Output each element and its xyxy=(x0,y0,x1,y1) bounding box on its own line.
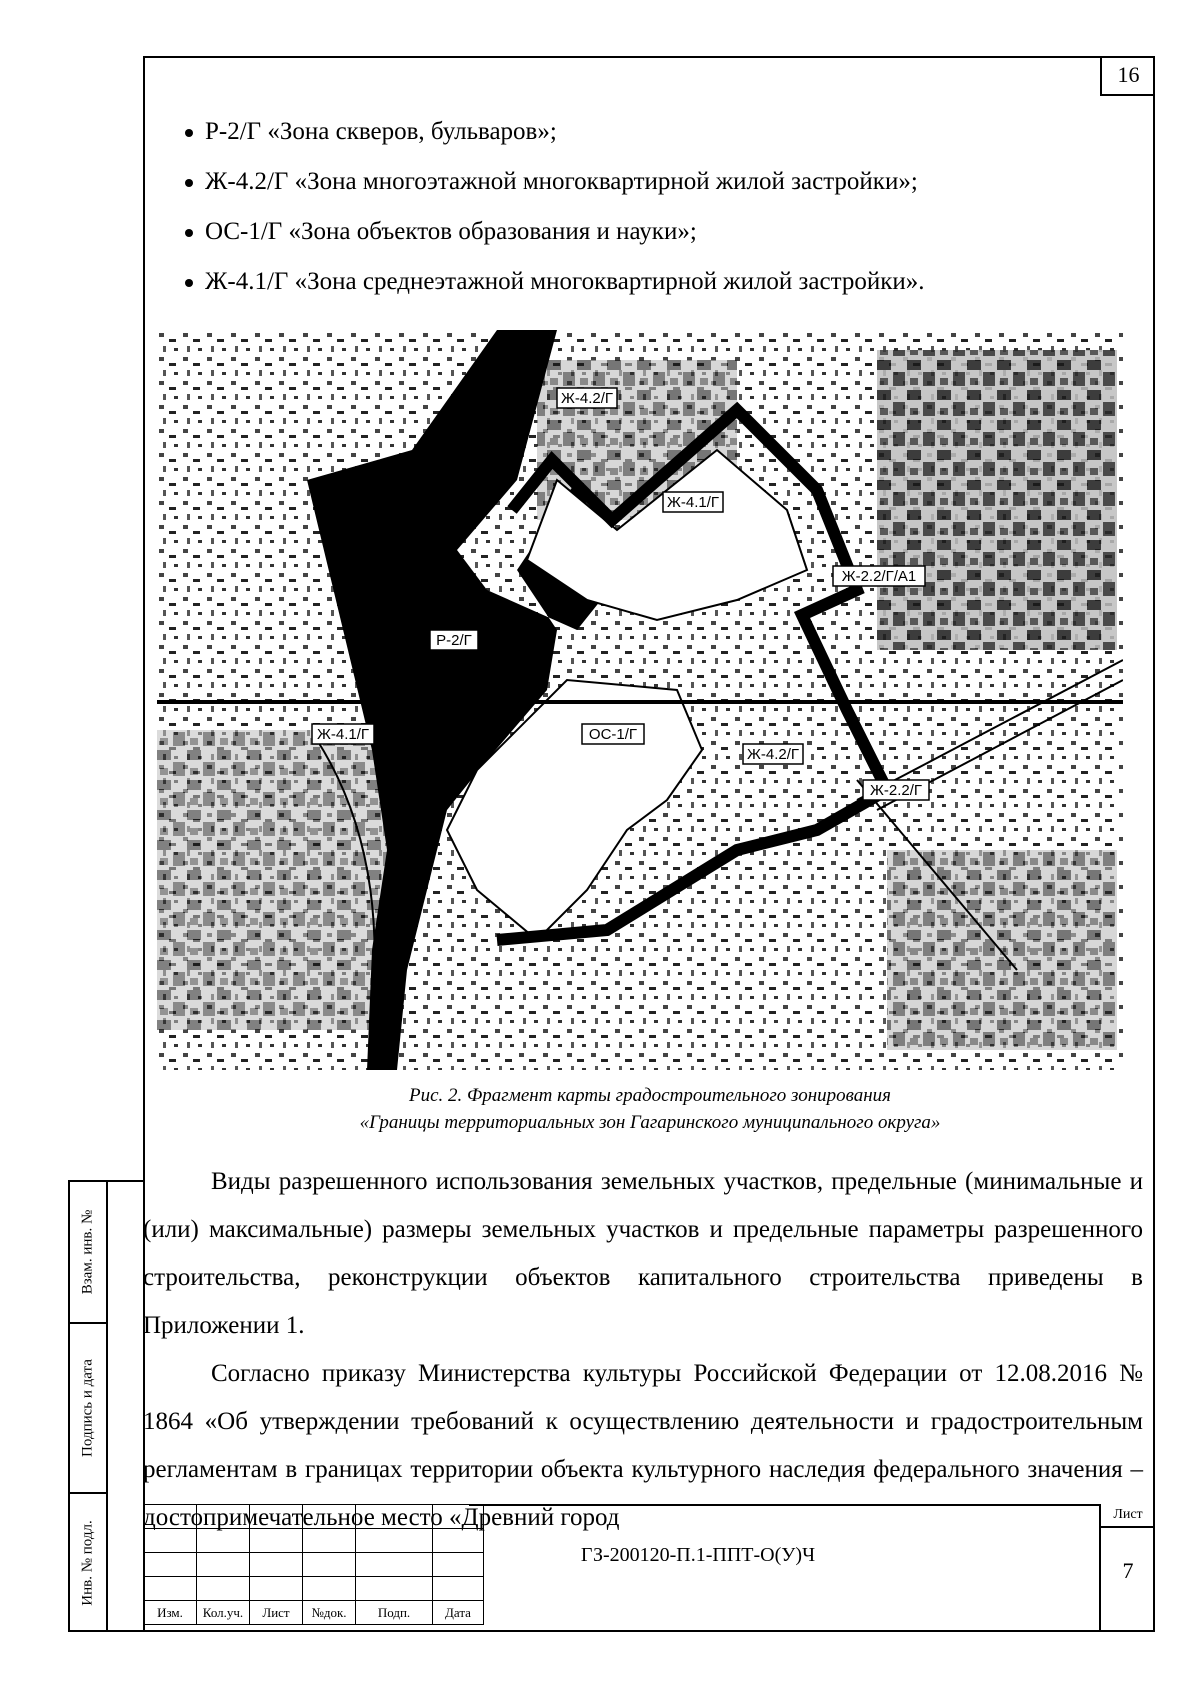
zoning-map xyxy=(157,330,1123,1070)
stamp-header-data: Дата xyxy=(433,1601,484,1625)
title-block xyxy=(143,1504,1155,1632)
zone-list-item: Р-2/Г «Зона скверов, бульваров»; xyxy=(175,112,1135,162)
sidebar-approval-block xyxy=(68,1180,143,1632)
zone-list-item: Ж-4.2/Г «Зона многоэтажной многоквартирной жилой застройки»; xyxy=(175,162,1135,212)
label-zh22-a1: Ж-2.2/Г/А1 xyxy=(841,568,917,585)
paragraph-1: Виды разрешенного использования земельных участков, предельные (минимальные и (или) максимальные) размеры земельных участков и предельные параметры разрешенного строительства, реконструкции объектов капитального строительства приведены в Приложении 1. xyxy=(143,1168,1143,1339)
stamp-header-list: Лист xyxy=(250,1601,303,1625)
caption-line-2: «Границы территориальных зон Гагаринского муниципального округа» xyxy=(359,1112,941,1133)
label-zh22: Ж-2.2/Г xyxy=(870,782,922,799)
sheet-label: Лист xyxy=(1101,1504,1155,1528)
label-zh42-bottom: Ж-4.2/Г xyxy=(747,746,799,763)
zone-list xyxy=(175,112,1135,312)
zone-list-item: Ж-4.1/Г «Зона среднеэтажной многоквартирной жилой застройки». xyxy=(175,262,1135,312)
stamp-header-izm: Изм. xyxy=(144,1601,197,1625)
sidebar-cell-inv xyxy=(70,1494,106,1632)
sidebar-inv-label: Инв. № подл. xyxy=(79,1520,96,1606)
zone-list-item: ОС-1/Г «Зона объектов образования и науки»; xyxy=(175,212,1135,262)
sheet-box xyxy=(1099,1504,1155,1632)
label-zh41-top: Ж-4.1/Г xyxy=(667,494,719,511)
sidebar-vzam-label: Взам. инв. № xyxy=(79,1209,96,1295)
figure-caption xyxy=(150,1082,1150,1136)
document-code: ГЗ-200120-П.1-ППТ-О(У)Ч xyxy=(580,1544,816,1566)
sidebar-cell-vzam xyxy=(70,1182,106,1324)
page-number: 16 xyxy=(1100,56,1155,96)
label-zh42-top: Ж-4.2/Г xyxy=(561,390,613,407)
paragraph-2: Согласно приказу Министерства культуры Российской Федерации от 12.08.2016 № 1864 «Об утверждении требований к осуществлению деятельности и градостроительным регламентам в границах территории объекта культурного наследия федерального значения – достопримечательное место «Древний город xyxy=(143,1360,1143,1531)
stamp-header-podp: Подп. xyxy=(356,1601,433,1625)
label-r2: Р-2/Г xyxy=(436,632,472,649)
caption-line-1: Рис. 2. Фрагмент карты градостроительного зонирования xyxy=(408,1085,892,1106)
label-zh41-left: Ж-4.1/Г xyxy=(317,726,369,743)
sidebar-podpis-label: Подпись и дата xyxy=(79,1359,96,1457)
sidebar-cell-podpis xyxy=(70,1324,106,1494)
stamp-header-ndok: №док. xyxy=(303,1601,356,1625)
sheet-number: 7 xyxy=(1122,1558,1134,1583)
label-os1: ОС-1/Г xyxy=(588,726,638,743)
stamp-table xyxy=(143,1504,484,1625)
stamp-header-kol: Кол.уч. xyxy=(197,1601,250,1625)
